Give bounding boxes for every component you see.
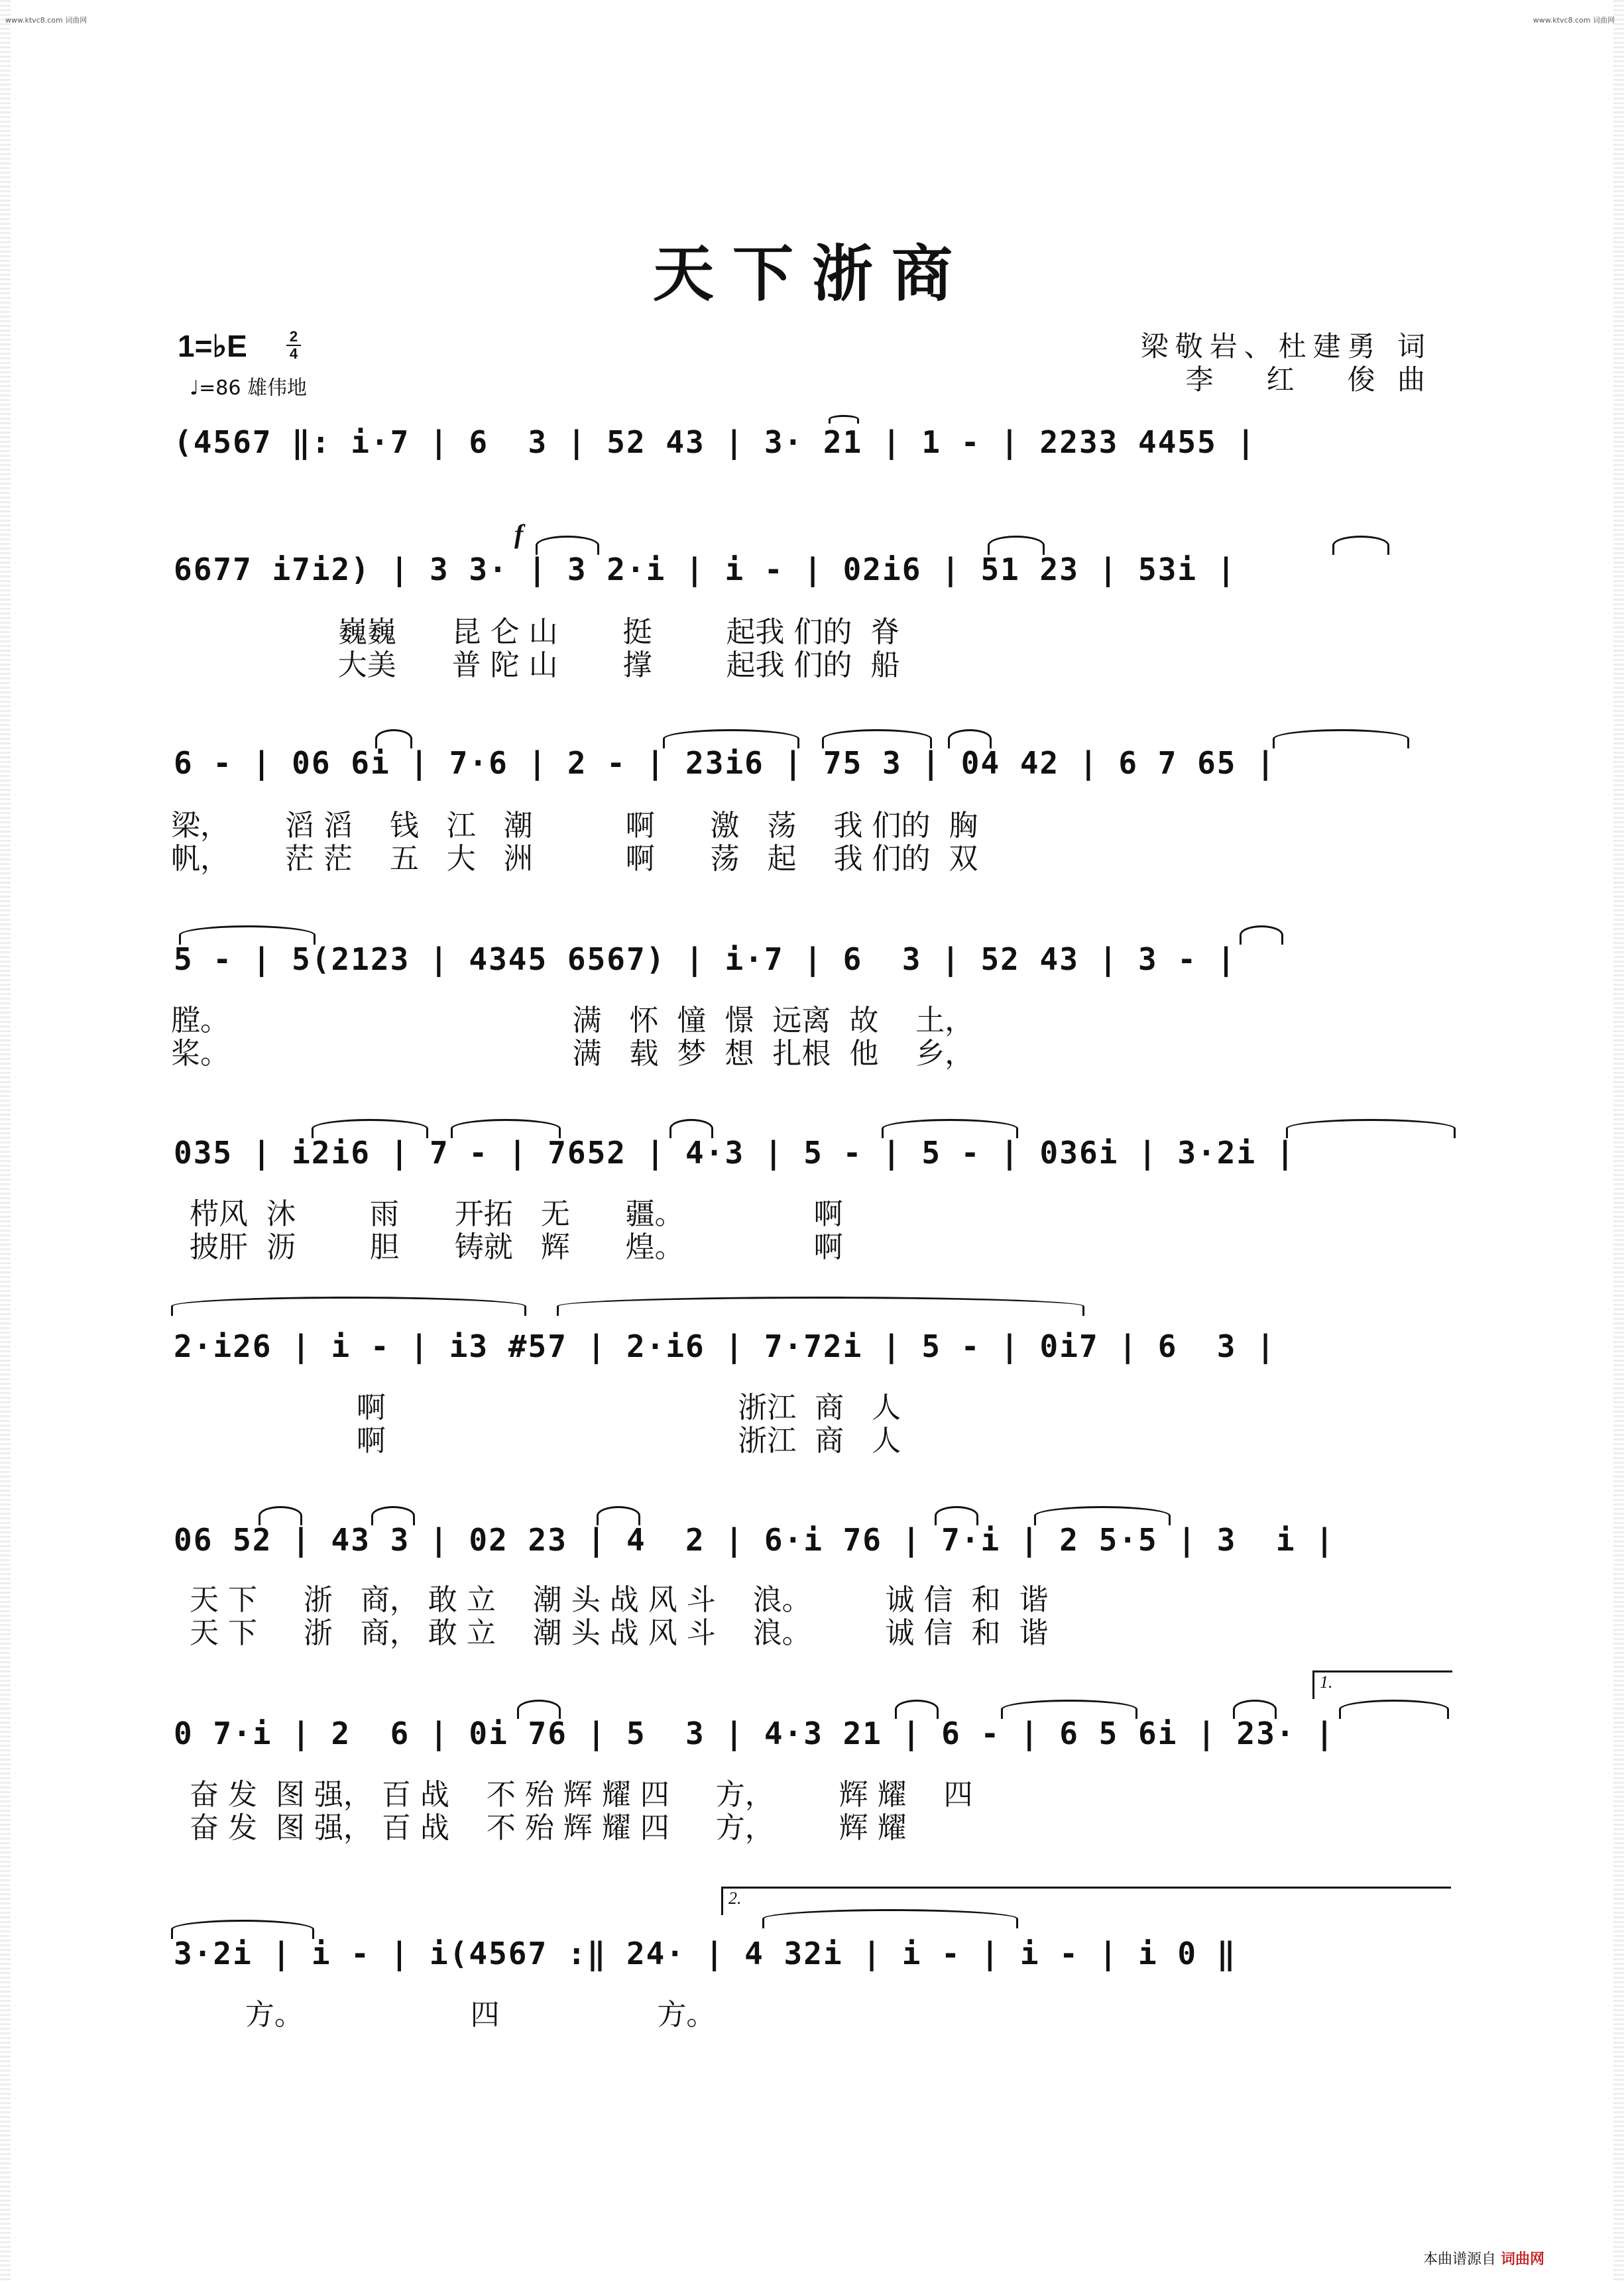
- slur: [988, 536, 1045, 555]
- volta-first-ending: 1.: [1312, 1670, 1452, 1699]
- score-line-8: 0 7·i | 2 6 | 0i 76 | 5 3 | 4·3 21 | 6 - | 6 5 6i | 23· |: [174, 1716, 1335, 1751]
- score-line-5: 035 | i2i6 | 7 - | 7652 | 4·3 | 5 - | 5 - | 036i | 3·2i |: [174, 1135, 1296, 1171]
- source-footer: [1423, 2248, 1544, 2268]
- slur: [557, 1297, 1084, 1316]
- footer-brand-link[interactable]: 词曲网: [1500, 2251, 1544, 2268]
- slur: [536, 536, 599, 555]
- right-page-edge: [1613, 0, 1624, 2283]
- lyrics-line-4-verse-1: 膛。 满 怀 憧 憬 远离 故 土，: [171, 1004, 974, 1037]
- slur: [179, 925, 316, 945]
- slur: [1332, 536, 1389, 555]
- slur: [1001, 1700, 1137, 1719]
- slur: [171, 1920, 314, 1939]
- lyrics-line-3-verse-1: 梁， 滔 滔 钱 江 潮 啊 激 荡 我 们的 胸: [171, 809, 978, 843]
- score-line-7: 06 52 | 43 3 | 02 23 | 4 2 | 6·i 76 | 7·i | 2 5·5 | 3 i |: [174, 1522, 1335, 1558]
- fermata: [829, 415, 859, 424]
- slur: [1339, 1700, 1449, 1719]
- lyrics-line-8-verse-1: 奋 发 图 强， 百 战 不 殆 辉 耀 四 方， 辉 耀 四: [171, 1778, 973, 1812]
- lyrics-line-6-verse-1: 啊 浙江 商 人: [171, 1391, 901, 1425]
- slur: [882, 1119, 1018, 1138]
- slur: [312, 1119, 428, 1138]
- lyrics-line-2-verse-2: 大美 普 陀 山 撑 起我 们的 船: [171, 648, 900, 682]
- lyricist-credit: 梁敬岩、杜建勇 词: [1140, 330, 1432, 363]
- watermark-top-left: www.ktvc8.com 词曲网: [5, 16, 87, 25]
- lyrics-line-3-verse-2: 帆， 茫 茫 五 大 洲 啊 荡 起 我 们的 双: [171, 842, 978, 876]
- lyrics-line-7-verse-2: 天 下 浙 商， 敢 立 潮 头 战 风 斗 浪。 诚 信 和 谐: [171, 1616, 1049, 1650]
- lyrics-line-4-verse-2: 桨。 满 载 梦 想 扎根 他 乡，: [171, 1037, 974, 1071]
- time-sig-top: 2: [289, 328, 298, 345]
- slur: [1034, 1506, 1171, 1525]
- slur: [517, 1700, 561, 1719]
- lyrics-line-5-verse-2: 披肝 沥 胆 铸就 辉 煌。 啊: [171, 1230, 843, 1264]
- dynamic-forte: f: [514, 519, 524, 549]
- time-sig-bottom: 4: [286, 345, 301, 362]
- lyrics-line-6-verse-2: 啊 浙江 商 人: [171, 1424, 901, 1458]
- slur: [375, 729, 412, 748]
- slur: [822, 729, 932, 748]
- score-line-9: 3·2i | i - | i(4567 :‖ 24· | 4 32i | i - | i - | i 0 ‖: [174, 1936, 1237, 1971]
- song-title: 天下浙商: [652, 238, 971, 310]
- footer-text: 本曲谱源自: [1422, 2251, 1496, 2268]
- slur: [948, 729, 992, 748]
- slur: [663, 729, 799, 748]
- slur: [762, 1909, 1018, 1928]
- slur: [597, 1506, 640, 1525]
- tempo-marking: ♩=86 雄伟地: [190, 377, 307, 400]
- lyrics-line-5-verse-1: 栉风 沐 雨 开拓 无 疆。 啊: [171, 1197, 843, 1231]
- lyrics-line-9-verse-1: 方。 四 方。: [171, 1998, 716, 2032]
- volta-second-ending: 2.: [721, 1887, 1451, 1915]
- score-line-3: 6 - | 06 6i | 7·6 | 2 - | 23i6 | 75 3 | 04 42 | 6 7 65 |: [174, 745, 1276, 781]
- slur: [1286, 1119, 1456, 1138]
- slur: [171, 1297, 526, 1316]
- score-line-4: 5 - | 5(2123 | 4345 6567) | i·7 | 6 3 | 52 43 | 3 - |: [174, 941, 1237, 977]
- slur: [259, 1506, 302, 1525]
- watermark-top-right: www.ktvc8.com 词曲网: [1533, 16, 1615, 25]
- lyrics-line-2-verse-1: 巍巍 昆 仑 山 挺 起我 们的 脊: [171, 615, 900, 649]
- left-page-edge: [0, 0, 11, 2283]
- slur: [371, 1506, 415, 1525]
- score-line-1: (4567 ‖: i·7 | 6 3 | 52 43 | 3· 21 | 1 - | 2233 4455 |: [174, 424, 1257, 460]
- slur: [895, 1700, 939, 1719]
- key-signature: 1=♭E: [178, 329, 247, 363]
- score-line-2: 6677 i7i2) | 3 3· | 3 2·i | i - | 02i6 | 51 23 | 53i |: [174, 552, 1237, 587]
- slur: [1233, 1700, 1277, 1719]
- slur: [669, 1119, 713, 1138]
- slur: [451, 1119, 561, 1138]
- slur: [935, 1506, 978, 1525]
- score-line-6: 2·i26 | i - | i3 #57 | 2·i6 | 7·72i | 5 - | 0i7 | 6 3 |: [174, 1328, 1276, 1364]
- lyrics-line-8-verse-2: 奋 发 图 强， 百 战 不 殆 辉 耀 四 方， 辉 耀: [171, 1811, 907, 1845]
- time-signature: [286, 329, 301, 362]
- slur: [1273, 729, 1409, 748]
- slur: [1240, 925, 1283, 945]
- composer-credit: 李 红 俊 曲: [1185, 363, 1432, 396]
- lyrics-line-7-verse-1: 天 下 浙 商， 敢 立 潮 头 战 风 斗 浪。 诚 信 和 谐: [171, 1583, 1049, 1617]
